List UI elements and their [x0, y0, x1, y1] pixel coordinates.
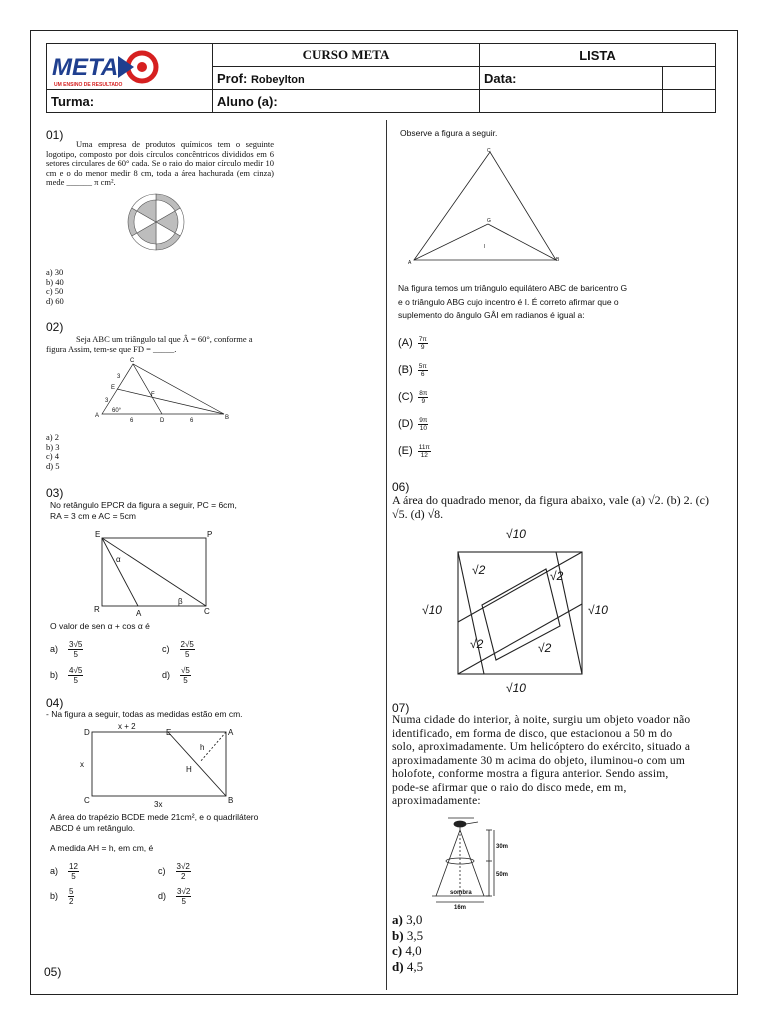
q06-text: A área do quadrado menor, da figura abaixo, vale (a) √2. (b) 2. (c) √5. (d) √8.: [392, 493, 709, 521]
q03-rectangle-figure: [92, 530, 222, 623]
svg-text:F: F: [151, 392, 155, 398]
q01-option[interactable]: c) 50: [46, 286, 64, 296]
q03-option-a[interactable]: a) $\frac{3√5}{5}$: [50, 640, 83, 659]
data-cell: Data:: [480, 67, 663, 90]
q07-option-c[interactable]: c) 4,0: [392, 943, 422, 958]
q01-option[interactable]: a) 30: [46, 267, 64, 277]
svg-text:3: 3: [105, 398, 109, 404]
course-title: CURSO META: [213, 44, 480, 67]
aluno-cell: Aluno (a):: [213, 90, 480, 113]
svg-text:D: D: [160, 418, 165, 424]
svg-text:R: R: [94, 605, 100, 614]
svg-text:P: P: [207, 530, 213, 539]
svg-text:E: E: [111, 385, 116, 391]
q05-intro: Observe a figura a seguir.: [400, 128, 498, 138]
q05-option-a[interactable]: (A) $\frac{7\pi}{9}$: [398, 336, 427, 351]
q04-trapezoid-figure: [78, 720, 238, 815]
q05-text: Na figura temos um triângulo equilátero ABC de baricentro G e o triângulo ABG cujo incentro é I. É correto afirmar que o suplemento do ângulo GÂI em radianos é igual a:: [398, 283, 628, 320]
q07-number: 07): [392, 701, 410, 715]
q07-options: [392, 912, 423, 974]
q04-question: A medida AH = h, em cm, é: [50, 843, 154, 853]
q02-option[interactable]: a) 2: [46, 432, 59, 442]
svg-text:A: A: [228, 728, 234, 737]
aluno-extra-cell: [480, 90, 663, 113]
svg-text:h: h: [200, 743, 205, 752]
q02-option[interactable]: b) 3: [46, 441, 60, 452]
turma-cell: Turma:: [47, 90, 213, 113]
svg-text:√2: √2: [538, 641, 552, 655]
q07-option-d[interactable]: d) 4,5: [392, 958, 424, 974]
q03-option-d[interactable]: d) $\frac{√5}{5}$: [162, 666, 190, 685]
svg-text:α: α: [116, 555, 121, 564]
svg-text:I: I: [484, 244, 486, 250]
svg-text:3x: 3x: [154, 800, 163, 809]
q02-options: [46, 433, 59, 471]
q01-option[interactable]: d) 60: [46, 295, 64, 306]
svg-text:x + 2: x + 2: [118, 722, 136, 731]
svg-text:C: C: [84, 796, 90, 805]
q01-logo-figure: [126, 192, 186, 257]
logo-text: META: [52, 54, 119, 81]
svg-text:16m: 16m: [454, 905, 467, 910]
list-label: LISTA: [480, 44, 716, 67]
svg-text:√10: √10: [506, 681, 526, 695]
q04-option-a[interactable]: a) $\frac{12}{5}$: [50, 862, 78, 881]
logo-cell: [47, 44, 213, 90]
q05-option-b[interactable]: (B) $\frac{5\pi}{6}$: [398, 363, 427, 378]
q01-number: 01): [46, 128, 64, 142]
q07-helicopter-figure: [430, 814, 540, 915]
q03-text: No retângulo EPCR da figura a seguir, PC = 6cm, RA = 3 cm e AC = 5cm: [50, 500, 237, 521]
q02-text: Seja ABC um triângulo tal que Â = 60°, conforme a figura Assim, tem-se que FD = _____.: [46, 334, 253, 354]
column-divider: [386, 120, 387, 990]
svg-text:B: B: [225, 415, 230, 421]
q06-number: 06): [392, 480, 410, 494]
svg-text:√2: √2: [472, 563, 486, 577]
q07-option-a[interactable]: a) 3,0: [392, 912, 423, 927]
svg-text:60°: 60°: [112, 408, 122, 414]
q01-options: [46, 268, 64, 306]
svg-text:E: E: [95, 530, 101, 539]
q03-question: O valor de sen α + cos α é: [50, 621, 150, 631]
svg-text:√10: √10: [422, 603, 442, 617]
svg-text:sombra: sombra: [450, 890, 472, 896]
q05-option-c[interactable]: (C) $\frac{8\pi}{9}$: [398, 390, 428, 405]
svg-text:B: B: [228, 796, 234, 805]
svg-text:√10: √10: [588, 603, 608, 617]
svg-text:H: H: [186, 765, 192, 774]
svg-text:G: G: [487, 218, 491, 224]
q04-number: 04): [46, 696, 64, 710]
svg-text:A: A: [408, 260, 412, 266]
svg-text:x: x: [80, 760, 84, 769]
q05-option-e[interactable]: (E) $\frac{11\pi}{12}$: [398, 444, 430, 459]
q07-text: Numa cidade do interior, à noite, surgiu um objeto voador não identificado, em forma de disco, que estacionou a 50 m do solo, aproximadamente. Um helicóptero do exército, situado a aproximadamente 30 m acima do objeto, iluminou-o com um holofote, conforme mostra a figura anterior. Sendo assim, pode-se afirmar que o raio do disco mede, em m, aproximadamente:: [392, 714, 691, 807]
svg-text:50m: 50m: [496, 872, 509, 878]
q04-text: A área do trapézio BCDE mede 21cm², e o quadrilátero ABCD é um retângulo.: [50, 812, 259, 833]
q03-option-b[interactable]: b) $\frac{4√5}{5}$: [50, 666, 83, 685]
svg-text:E: E: [166, 728, 172, 737]
q04-option-b[interactable]: b) $\frac{5}{2}$: [50, 887, 74, 906]
aluno-extra-cell-2: [663, 90, 716, 113]
header-table: [46, 43, 716, 113]
svg-text:β: β: [178, 597, 183, 606]
q01-option[interactable]: b) 40: [46, 276, 64, 287]
prof-cell: Prof: Robeylton: [213, 67, 480, 90]
data-extra-cell: [663, 67, 716, 90]
q05b-number: 05): [44, 965, 62, 979]
svg-text:√2: √2: [470, 637, 484, 651]
q06-squares-figure: [420, 522, 620, 703]
q02-number: 02): [46, 320, 64, 334]
svg-text:D: D: [84, 728, 90, 737]
logo-tagline: UM ENSINO DE RESULTADO: [54, 82, 123, 88]
svg-text:C: C: [130, 358, 135, 364]
q05-option-d[interactable]: (D) $\frac{9\pi}{10}$: [398, 417, 428, 432]
svg-text:√10: √10: [506, 527, 526, 541]
svg-text:6: 6: [190, 418, 194, 424]
q02-triangle-figure: [90, 356, 240, 433]
svg-text:6: 6: [130, 418, 134, 424]
q07-option-b[interactable]: b) 3,5: [392, 927, 424, 943]
svg-text:A: A: [136, 609, 142, 618]
svg-text:A: A: [95, 413, 100, 419]
q02-option[interactable]: d) 5: [46, 460, 60, 471]
q05-triangle-figure: [404, 140, 574, 273]
svg-text:C: C: [204, 607, 210, 616]
svg-text:B: B: [556, 257, 560, 263]
svg-text:√2: √2: [550, 569, 564, 583]
q03-number: 03): [46, 486, 64, 500]
q03-option-c[interactable]: c) $\frac{2√5}{5}$: [162, 640, 194, 659]
svg-text:C: C: [487, 148, 491, 154]
q01-text: Uma empresa de produtos químicos tem o seguinte logotipo, composto por dois círculos concêntricos divididos em 6 setores circulares de 60° cada. Se o raio do maior círculo medir 10 cm e o do menor medir 8 cm, toda a área hachurada (em cinza) mede ______ π cm².: [46, 139, 274, 187]
q04-option-c[interactable]: c) $\frac{3√2}{2}$: [158, 862, 190, 881]
svg-text:30m: 30m: [496, 844, 509, 850]
q04-intro: - Na figura a seguir, todas as medidas estão em cm.: [46, 709, 243, 719]
svg-text:3: 3: [117, 374, 121, 380]
q02-option[interactable]: c) 4: [46, 451, 59, 461]
q04-option-d[interactable]: d) $\frac{3√2}{5}$: [158, 887, 191, 906]
